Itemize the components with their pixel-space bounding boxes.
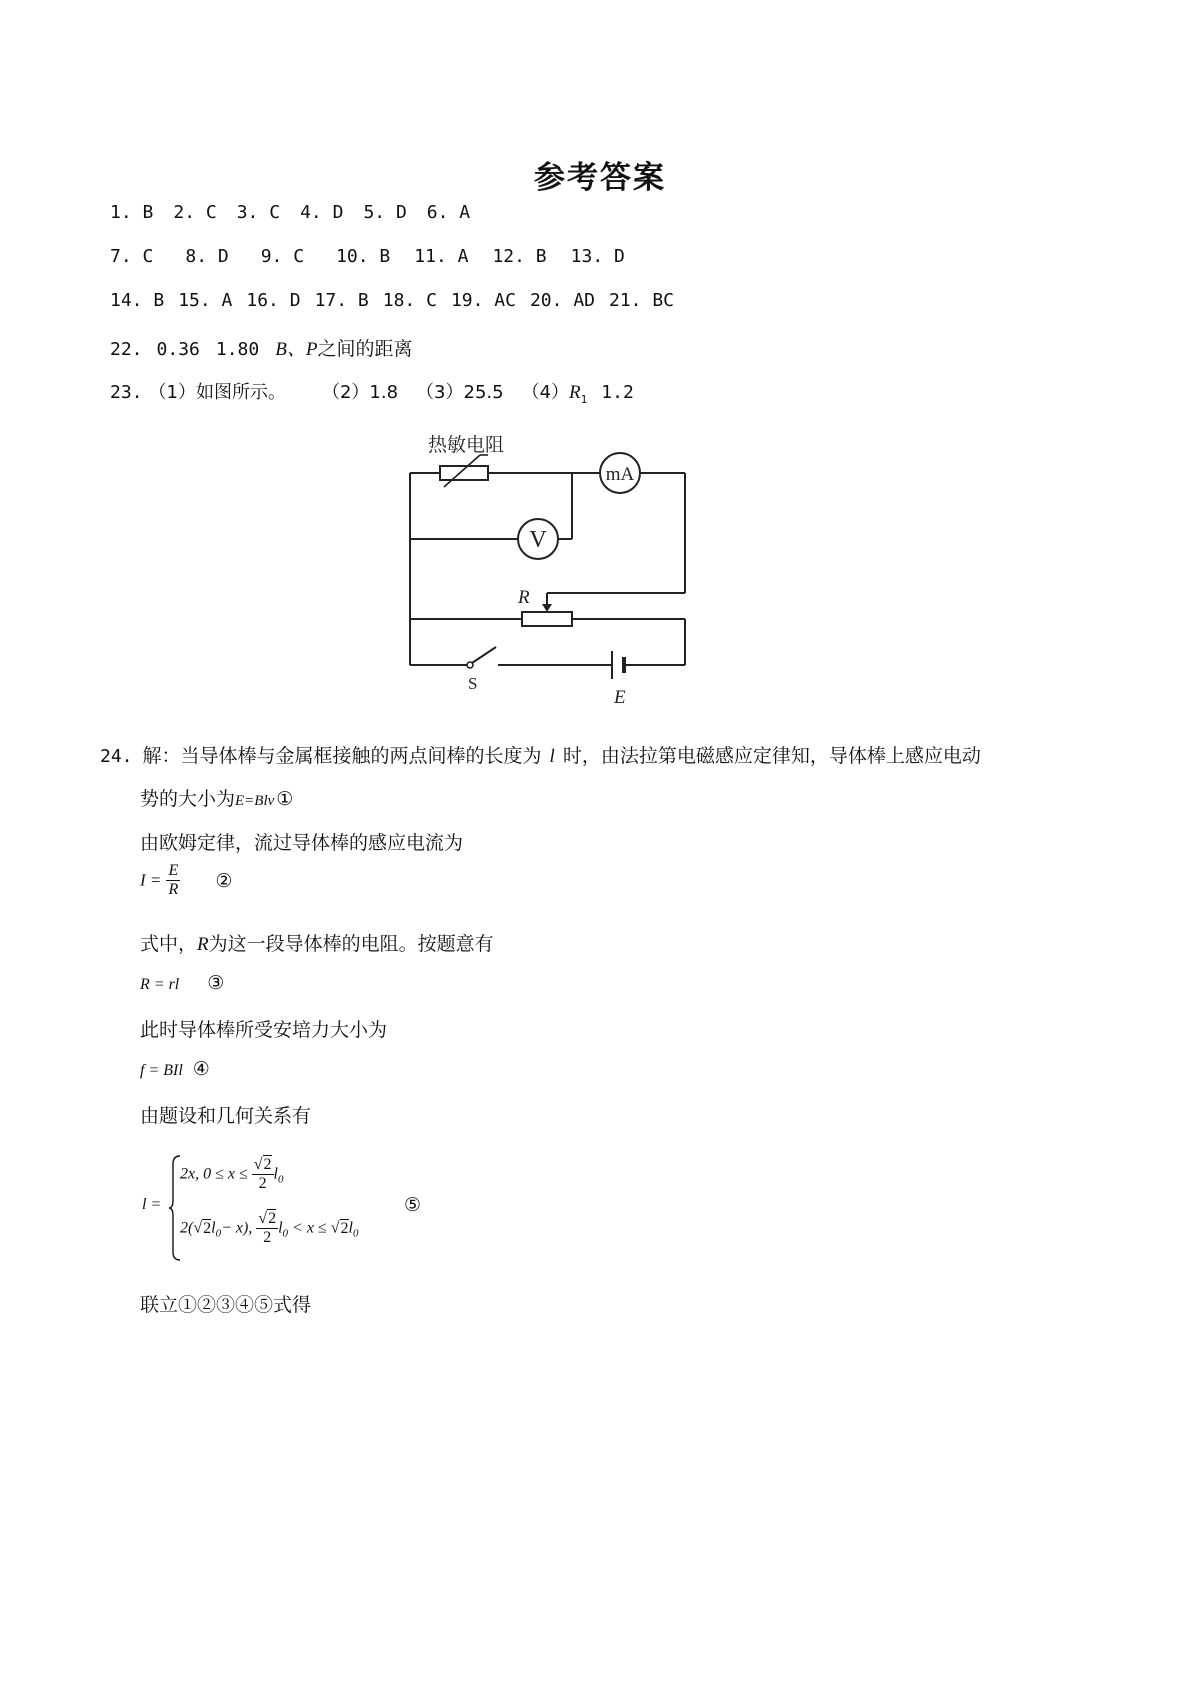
q24-eq-5: [140, 1150, 440, 1262]
circuit-diagram: [400, 425, 710, 715]
case1-fraction: $\frac{√2}{2}$: [253, 1156, 272, 1192]
answer-item: 17. B: [314, 290, 369, 311]
ammeter-label: mA: [605, 464, 635, 485]
q22-number: 22.: [110, 339, 143, 360]
answer-item: 13. D: [570, 246, 625, 267]
answer-item: 21. BC: [609, 290, 675, 311]
battery-label: E: [614, 687, 626, 708]
answer-item: 11. A: [414, 246, 469, 267]
case1-den: 2: [258, 1175, 267, 1192]
case2-fraction: $\frac{√2}{2}$: [258, 1210, 277, 1246]
case1-condition: 2x, 0 ≤ x ≤: [180, 1165, 248, 1183]
q22-value-2: 1.80: [215, 339, 260, 360]
answer-item: 15. A: [178, 290, 233, 311]
q23-part-4: （4）: [521, 382, 570, 403]
eq2-denominator: R: [168, 881, 179, 898]
answer-row-2: [110, 246, 645, 267]
q24-text-1b: 时，由法拉第电磁感应定律知，导体棒上感应电动: [562, 745, 981, 767]
q22-value-1: 0.36: [156, 339, 200, 360]
case2-l0b: l: [278, 1219, 283, 1237]
case2-condition: < x ≤: [292, 1219, 327, 1237]
q23-part-4-value: 1.2: [601, 382, 634, 403]
case2-l0c: l: [348, 1219, 353, 1237]
q23-part-2: （2）1.8: [321, 382, 399, 403]
case2-l0: l: [211, 1219, 216, 1237]
q24-eq-2: [140, 862, 232, 914]
q24-text-7: 联立①②③④⑤式得: [140, 1294, 312, 1316]
answer-item: 9. C: [260, 246, 305, 267]
case2-l0b-sub: 0: [282, 1227, 289, 1240]
q24-text-5: 此时导体棒所受安培力大小为: [140, 1019, 388, 1041]
answer-item: 1. B: [110, 202, 154, 223]
answer-item: 6. A: [426, 202, 471, 223]
rheostat-label: R: [518, 587, 530, 608]
case2-den: 2: [263, 1229, 272, 1246]
answer-item: 8. D: [185, 246, 229, 267]
thermistor-label: 热敏电阻: [428, 434, 505, 456]
q24-text-6: 由题设和几何关系有: [140, 1105, 312, 1127]
rheostat-icon: [522, 612, 572, 626]
q24-text-3: 由欧姆定律，流过导体棒的感应电流为: [140, 832, 464, 854]
q22-line: [110, 334, 432, 361]
voltmeter-label: V: [529, 527, 547, 553]
answer-item: 12. B: [492, 246, 547, 267]
switch-label: S: [468, 674, 478, 693]
q24-eq-3-line: [140, 972, 224, 994]
q24-eq-3: R = rl: [140, 976, 180, 993]
q24-l-variable: l: [549, 746, 555, 767]
q24-line-4: [140, 929, 494, 956]
q22-text: 之间的距离: [317, 338, 413, 360]
q24-mark-1: ①: [276, 788, 294, 810]
answer-item: 2. C: [173, 202, 217, 223]
case2-end-sqrt: 2: [340, 1219, 349, 1237]
answer-item: 3. C: [236, 202, 281, 223]
q22-variables: B、P: [275, 339, 318, 360]
q23-part-1: （1）如图所示。: [148, 382, 286, 403]
q24-r-variable: R: [197, 934, 209, 955]
eq2-numerator: E: [168, 862, 179, 879]
q24-eq-4-line: [140, 1058, 210, 1080]
q24-mark-2: ②: [215, 869, 233, 892]
answer-item: 18. C: [382, 290, 437, 311]
eq2-fraction: [166, 862, 180, 899]
q24-number: 24.: [100, 746, 133, 767]
answer-item: 7. C: [110, 246, 154, 267]
q23-r1-subscript: 1: [580, 392, 588, 406]
case2-l0-sub: 0: [215, 1227, 222, 1240]
case2-sqrt: 2: [203, 1219, 212, 1237]
eq5-lhs: l =: [142, 1196, 162, 1213]
q24-mark-3: ③: [207, 972, 225, 994]
answer-item: 19. AC: [450, 290, 516, 311]
q23-part-3: （3）25.5: [416, 382, 504, 403]
case1-sqrt: 2: [263, 1156, 272, 1173]
q24-eq-1: E=Blv: [235, 793, 275, 809]
page-title: 参考答案: [534, 160, 666, 196]
q24-text-4b: 为这一段导体棒的电阻。按题意有: [208, 933, 494, 955]
q24-eq-4: f = BIl: [140, 1062, 183, 1079]
case1-l0: l: [273, 1165, 278, 1183]
q24-text-1: 解：当导体棒与金属框接触的两点间棒的长度为: [142, 745, 542, 767]
answer-item: 4. D: [300, 202, 344, 223]
case1-l0-sub: 0: [278, 1173, 284, 1186]
answer-item: 16. D: [246, 290, 301, 311]
q24-text-2: 势的大小为: [140, 788, 236, 810]
eq5-case-1: [180, 1156, 284, 1193]
q24-mark-5: ⑤: [404, 1194, 422, 1216]
answer-item: 10. B: [336, 246, 391, 267]
q24-line-2: [140, 784, 293, 811]
q24-text-4a: 式中，: [140, 933, 198, 955]
case2-l0c-sub: 0: [352, 1227, 359, 1240]
case2-mid: − x),: [221, 1219, 253, 1237]
q23-r1-symbol: R: [569, 382, 581, 403]
answer-row-3: [110, 290, 694, 311]
case2-prefix: 2(: [180, 1219, 194, 1237]
q23-line: [110, 378, 654, 406]
answer-item: 5. D: [363, 202, 407, 223]
thermistor-icon: [440, 466, 488, 480]
q23-number: 23.: [110, 382, 143, 403]
eq2-lhs: I =: [140, 870, 162, 890]
eq5-case-2: $2(√2l_0- x)$, $\frac{√2}{2}$ $l_0 < x \le √2l_0$: [180, 1210, 359, 1246]
answer-row-1: [110, 202, 490, 223]
answer-item: 14. B: [110, 290, 165, 311]
q24-mark-4: ④: [192, 1058, 210, 1080]
answer-item: 20. AD: [529, 290, 595, 311]
q24-line-1: [100, 741, 981, 768]
case2-frac-sqrt: 2: [268, 1210, 277, 1227]
